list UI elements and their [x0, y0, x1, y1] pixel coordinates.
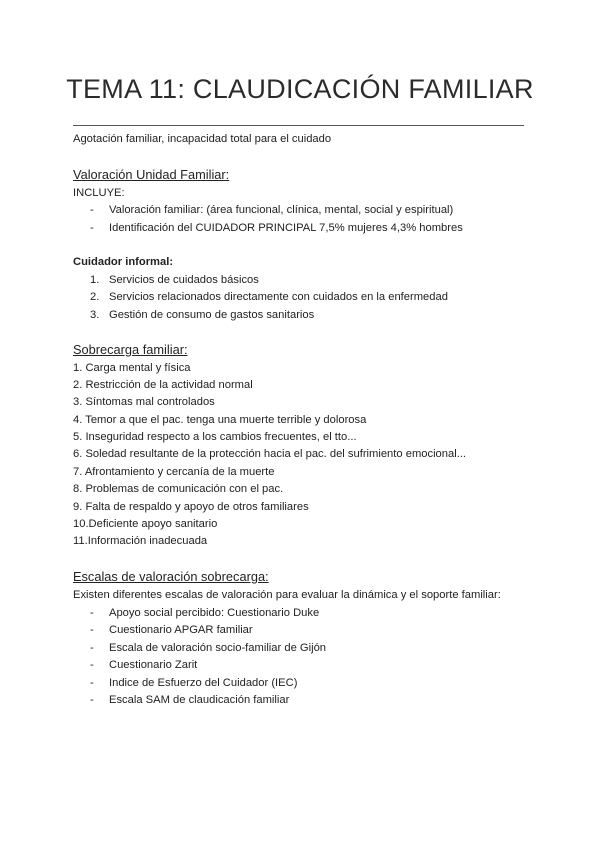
section-heading-sobrecarga: Sobrecarga familiar: [73, 342, 188, 357]
list-item: Servicios de cuidados básicos [109, 274, 259, 286]
list-item: Apoyo social percibido: Cuestionario Duke [109, 607, 320, 619]
bullet-dash: - [90, 204, 94, 216]
list-item: 1. Carga mental y física [73, 362, 191, 374]
list-item: Escala SAM de claudicación familiar [109, 694, 290, 706]
list-item: Cuestionario APGAR familiar [109, 624, 253, 636]
list-item: 9. Falta de respaldo y apoyo de otros familiares [73, 501, 309, 513]
bullet-dash: - [90, 659, 94, 671]
bullet-dash: - [90, 624, 94, 636]
bullet-dash: - [90, 642, 94, 654]
bullet-dash: - [90, 222, 94, 234]
section-heading-escalas: Escalas de valoración sobrecarga: [73, 569, 269, 584]
list-number: 2. [90, 291, 100, 303]
list-item: 11.Información inadecuada [73, 535, 208, 547]
bullet-dash: - [90, 694, 94, 706]
list-item: Gestión de consumo de gastos sanitarios [109, 309, 315, 321]
list-number: 1. [90, 274, 100, 286]
list-item: Servicios relacionados directamente con cuidados en la enfermedad [109, 291, 448, 303]
section-heading-valoracion: Valoración Unidad Familiar: [73, 167, 230, 182]
list-item: Valoración familiar: (área funcional, clínica, mental, social y espiritual) [109, 204, 454, 216]
list-item: 2. Restricción de la actividad normal [73, 379, 253, 391]
list-item: Indice de Esfuerzo del Cuidador (IEC) [109, 677, 298, 689]
list-item: 6. Soledad resultante de la protección hacia el pac. del sufrimiento emocional... [73, 448, 467, 460]
list-item: Cuestionario Zarit [109, 659, 198, 671]
bullet-dash: - [90, 607, 94, 619]
list-item: Identificación del CUIDADOR PRINCIPAL 7,5% mujeres 4,3% hombres [109, 222, 463, 234]
list-item: 10.Deficiente apoyo sanitario [73, 518, 218, 530]
valoracion-intro: INCLUYE: [73, 187, 125, 199]
list-item: 8. Problemas de comunicación con el pac. [73, 483, 284, 495]
list-number: 3. [90, 309, 100, 321]
bullet-dash: - [90, 677, 94, 689]
escalas-intro: Existen diferentes escalas de valoración para evaluar la dinámica y el soporte familiar: [73, 589, 501, 601]
list-item: 3. Síntomas mal controlados [73, 396, 215, 408]
list-item: Escala de valoración socio-familiar de Gijón [109, 642, 327, 654]
subtitle: Agotación familiar, incapacidad total para el cuidado [73, 133, 332, 145]
page-title: TEMA 11: CLAUDICACIÓN FAMILIAR [66, 74, 534, 104]
list-item: 4. Temor a que el pac. tenga una muerte terrible y dolorosa [73, 414, 367, 426]
list-item: 7. Afrontamiento y cercanía de la muerte [73, 466, 275, 478]
list-item: 5. Inseguridad respecto a los cambios frecuentes, el tto... [73, 431, 357, 443]
section-heading-cuidador: Cuidador informal: [73, 256, 174, 268]
title-divider [73, 125, 524, 126]
